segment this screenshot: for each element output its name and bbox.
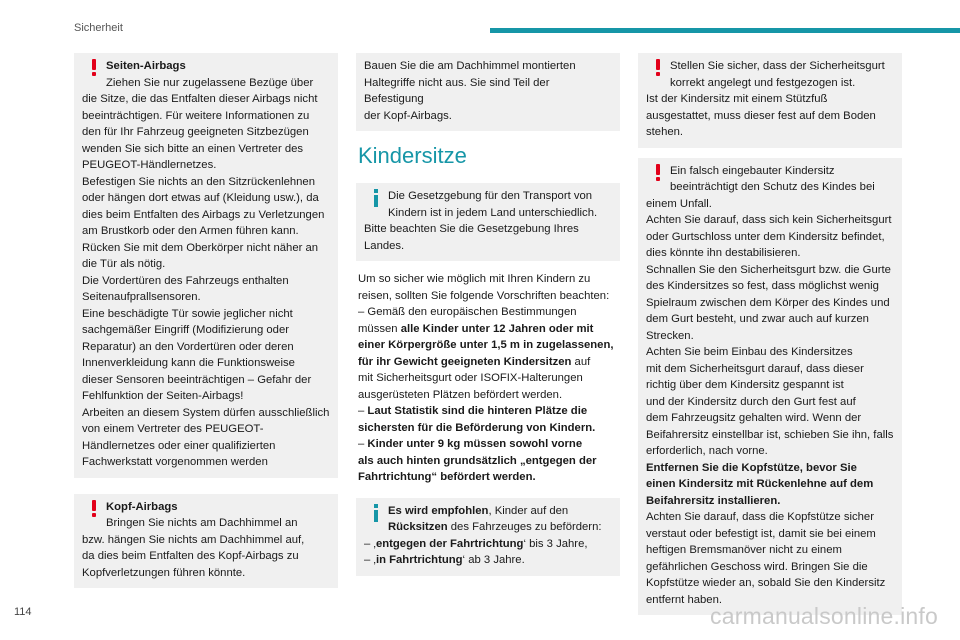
side-airbags-line: PEUGEOT-Händlernetzes.	[82, 159, 217, 171]
rule-2-bold: sichersten für die Beförderung von Kindern.	[358, 421, 596, 434]
side-airbags-line: von einem Vertreter des PEUGEOT-	[82, 423, 264, 435]
column-right	[638, 53, 902, 625]
incorrect-install-text: verstaut oder befestigt ist, damit sie bei einem	[646, 527, 876, 540]
rule-2-bold: Laut Statistik sind die hinteren Plätze die	[367, 405, 588, 417]
legislation-text: Landes.	[364, 239, 405, 252]
incorrect-install-text: dem Fahrzeugsitz gehalten wird. Wenn der	[646, 412, 862, 424]
side-airbags-line: oder hängen dort etwas auf (Kleidung usw.), da	[82, 192, 319, 204]
side-airbags-title: Seiten-Airbags	[106, 60, 186, 72]
headrest-bold: einen Kindersitz mit Rückenlehne auf dem	[646, 478, 874, 490]
incorrect-install-text: mit dem Sicherheitsgurt darauf, dass dieser	[646, 362, 864, 375]
head-airbags-title-line	[82, 499, 330, 516]
side-airbags-line: Händlernetzes oder einer qualifizierten	[82, 439, 276, 452]
rule-1-line	[358, 354, 618, 371]
incorrect-install-text: heftigen Bremsmanöver nicht zu einem	[646, 544, 842, 556]
incorrect-installation-warning	[638, 158, 902, 616]
rules-intro-line: reisen, sollten Sie folgende Vorschriften beachten:	[358, 289, 610, 302]
rule-1-bold: für ihr Gewicht geeigneten Kindersitzen	[358, 355, 572, 368]
recommendation-bold: Rücksitzen	[388, 521, 448, 533]
recommendation-bold: in Fahrtrichtung	[375, 554, 463, 566]
head-airbags-warning	[74, 494, 338, 589]
recommendation-info	[356, 498, 620, 576]
head-airbags-line: da dies beim Entfalten des Kopf-Airbags zu	[82, 550, 299, 562]
legislation-info	[356, 183, 620, 261]
seatbelt-text: korrekt angelegt und festgezogen ist.	[670, 76, 856, 89]
headrest-bold: Entfernen Sie die Kopfstütze, bevor Sie	[646, 461, 857, 474]
grab-handles-line: Haltegriffe nicht aus. Sie sind Teil der Befestigung	[364, 76, 550, 105]
incorrect-install-text: entfernt haben.	[646, 593, 723, 606]
column-middle	[356, 53, 620, 586]
incorrect-install-text: Schnallen Sie den Sicherheitsgurt bzw. die Gurte	[646, 263, 891, 276]
headrest-bold: Beifahrersitz installieren.	[646, 494, 781, 507]
rule-3-bold: als auch hinten grundsätzlich „entgegen der	[358, 454, 597, 467]
incorrect-install-bold	[646, 493, 894, 510]
legislation-first-line	[364, 188, 612, 205]
side-airbags-line: sachgemäßer Eingriff (Modifizierung oder	[82, 324, 289, 336]
child-transport-rules	[356, 271, 620, 486]
head-airbags-line-0: Bringen Sie nichts am Dachhimmel an	[106, 517, 298, 529]
recommendation-text: des Fahrzeuges zu befördern:	[447, 521, 602, 533]
recommendation-bold: Es wird empfohlen	[388, 504, 489, 517]
grab-handles-line: der Kopf-Airbags.	[364, 109, 452, 122]
side-airbags-line: Arbeiten an diesem System dürfen ausschließlich	[82, 406, 330, 419]
grab-handles-line: Bauen Sie die am Dachhimmel montierten	[364, 60, 576, 72]
seatbelt-text: ausgestattet, muss dieser fest auf dem Boden	[646, 109, 876, 122]
incorrect-install-first-line	[646, 163, 894, 180]
side-airbags-line: Fachwerkstatt vorgenommen werden	[82, 456, 268, 468]
side-airbags-line: die Sitze, die das Entfalten dieser Airbags nicht	[82, 93, 318, 105]
rule-1-bold: einer Körpergröße unter 1,5 m in zugelassenen,	[358, 339, 614, 351]
recommendation-text: ‘ bis 3 Jahre,	[523, 537, 588, 550]
side-airbags-line-0: Ziehen Sie nur zugelassene Bezüge über	[106, 76, 314, 89]
rule-1-line	[358, 321, 618, 338]
grab-handles-note	[356, 53, 620, 131]
side-airbags-line: Reparatur) an den Vordertüren oder deren	[82, 340, 294, 353]
rule-1-line	[358, 337, 618, 354]
rule-1-line: ausgerüsteten Plätzen befördert werden.	[358, 388, 563, 401]
incorrect-install-text: Spielraum zwischen dem Körper des Kindes und	[646, 296, 890, 309]
incorrect-install-text: und der Kindersitz durch den Gurt fest auf	[646, 395, 856, 408]
seatbelt-first-line	[646, 58, 894, 75]
incorrect-install-text: Achten Sie beim Einbau des Kindersitzes	[646, 346, 853, 358]
side-airbags-warning	[74, 53, 338, 478]
incorrect-install-text: Achten Sie darauf, dass die Kopfstütze sicher	[646, 511, 874, 523]
incorrect-install-bold	[646, 460, 894, 477]
side-airbags-line: Fehlfunktion der Seiten-Airbags!	[82, 390, 244, 402]
rule-3-bold: Kinder unter 9 kg müssen sowohl vorne	[367, 438, 583, 450]
side-airbags-line: dieser Sensoren beeinträchtigen – Gefahr der	[82, 373, 312, 386]
rule-1-bold: alle Kinder unter 12 Jahren oder mit	[400, 322, 594, 335]
seatbelt-text: stehen.	[646, 126, 684, 138]
incorrect-install-text: Kopfstütze wieder an, sobald Sie den Kindersitz	[646, 577, 886, 589]
incorrect-install-text: Strecken.	[646, 329, 694, 342]
recommendation-text: – ‚	[364, 537, 376, 550]
side-airbags-line: Befestigen Sie nichts an den Sitzrückenlehnen	[82, 175, 315, 188]
side-airbags-line: Seitenaufprallsensoren.	[82, 291, 201, 303]
header-accent-bar	[490, 28, 960, 33]
seatbelt-text: Stellen Sie sicher, dass der Sicherheitsgurt	[670, 60, 885, 72]
rule-1-line: – Gemäß den europäischen Bestimmungen	[358, 306, 577, 318]
incorrect-install-text: richtig über dem Kindersitz gespannt ist	[646, 379, 844, 391]
rule-1-text: auf	[571, 355, 591, 368]
rule-2-line	[358, 403, 618, 420]
column-left	[74, 53, 338, 598]
incorrect-install-text: gefährlichen Geschoss wird. Bringen Sie die	[646, 560, 868, 573]
incorrect-install-text: Ein falsch eingebauter Kindersitz	[670, 164, 835, 177]
recommendation-first-line	[364, 503, 612, 520]
side-airbags-line: Die Vordertüren des Fahrzeugs enthalten	[82, 274, 289, 287]
side-airbags-line: dies beim Entfalten des Airbags zu Verletzungen	[82, 208, 325, 221]
incorrect-install-text: Beifahrersitz einstellbar ist, schieben Sie ihn, falls	[646, 428, 894, 441]
rule-1-line: mit Sicherheitsgurt oder ISOFIX-Halterungen	[358, 372, 583, 384]
side-airbags-line: die Tür als nötig.	[82, 258, 166, 270]
side-airbags-line: am Brustkorb oder den Armen führen kann.	[82, 225, 299, 237]
section-heading-kindersitze: Kindersitze	[358, 143, 467, 168]
rule-3-bold: Fahrtrichtung“ befördert werden.	[358, 471, 536, 483]
recommendation-line-3	[364, 536, 612, 553]
recommendation-text: ‘ ab 3 Jahre.	[462, 554, 525, 566]
incorrect-install-text: erforderlich, nach vorne.	[646, 445, 768, 457]
head-airbags-title: Kopf-Airbags	[106, 500, 178, 513]
recommendation-bold: entgegen der Fahrtrichtung	[375, 537, 524, 550]
rule-3-line	[358, 469, 618, 486]
incorrect-install-text: einem Unfall.	[646, 197, 712, 210]
side-airbags-line: den für Ihr Fahrzeug geeigneten Sitzbezügen	[82, 126, 309, 138]
rule-1-text: müssen	[358, 322, 401, 335]
recommendation-text: , Kinder auf den	[488, 504, 569, 517]
legislation-text: Die Gesetzgebung für den Transport von	[388, 190, 593, 202]
seatbelt-warning	[638, 53, 902, 148]
incorrect-install-bold	[646, 476, 894, 493]
incorrect-install-text: Achten Sie darauf, dass sich kein Sicherheitsgurt	[646, 214, 892, 226]
page-number: 114	[14, 606, 32, 618]
incorrect-install-text: oder Gurtschloss unter dem Kindersitz befindet,	[646, 230, 885, 243]
legislation-text: Bitte beachten Sie die Gesetzgebung Ihres	[364, 223, 579, 235]
dash: –	[358, 405, 368, 417]
rule-2-line	[358, 420, 618, 437]
rules-intro-line: Um so sicher wie möglich mit Ihren Kindern zu	[358, 273, 591, 285]
incorrect-install-text: dem Gurt besteht, und zwar auch auf kurzen	[646, 313, 869, 325]
seatbelt-text: Ist der Kindersitz mit einem Stützfuß	[646, 93, 828, 105]
recommendation-line-2	[364, 519, 612, 536]
legislation-text: Kindern ist in jedem Land unterschiedlich.	[388, 206, 598, 219]
side-airbags-line: beeinträchtigen. Für weitere Informationen zu	[82, 109, 310, 122]
side-airbags-line: wenden Sie sich bitte an einen Vertreter des	[82, 142, 304, 155]
incorrect-install-text: beeinträchtigt den Schutz des Kindes bei	[670, 181, 875, 193]
rule-3-line	[358, 453, 618, 470]
rule-3-line	[358, 436, 618, 453]
header-section-label: Sicherheit	[74, 22, 123, 34]
recommendation-line-4	[364, 552, 612, 569]
head-airbags-line: bzw. hängen Sie nichts am Dachhimmel auf,	[82, 533, 305, 546]
side-airbags-line: Rücken Sie mit dem Oberkörper nicht näher an	[82, 241, 319, 254]
head-airbags-line: Kopfverletzungen führen könnte.	[82, 566, 246, 579]
watermark: carmanualsonline.info	[710, 603, 938, 629]
side-airbags-title-line	[82, 58, 330, 75]
recommendation-text: – ‚	[364, 554, 376, 566]
side-airbags-line: Innenverkleidung kann die Funktionsweise	[82, 357, 295, 369]
incorrect-install-text: des Kindersitzes so fest, dass möglichst wenig	[646, 280, 879, 292]
side-airbags-line: Eine beschädigte Tür sowie jeglicher nicht	[82, 307, 293, 320]
dash: –	[358, 438, 368, 450]
incorrect-install-text: dies könnte ihn destabilisieren.	[646, 247, 801, 259]
